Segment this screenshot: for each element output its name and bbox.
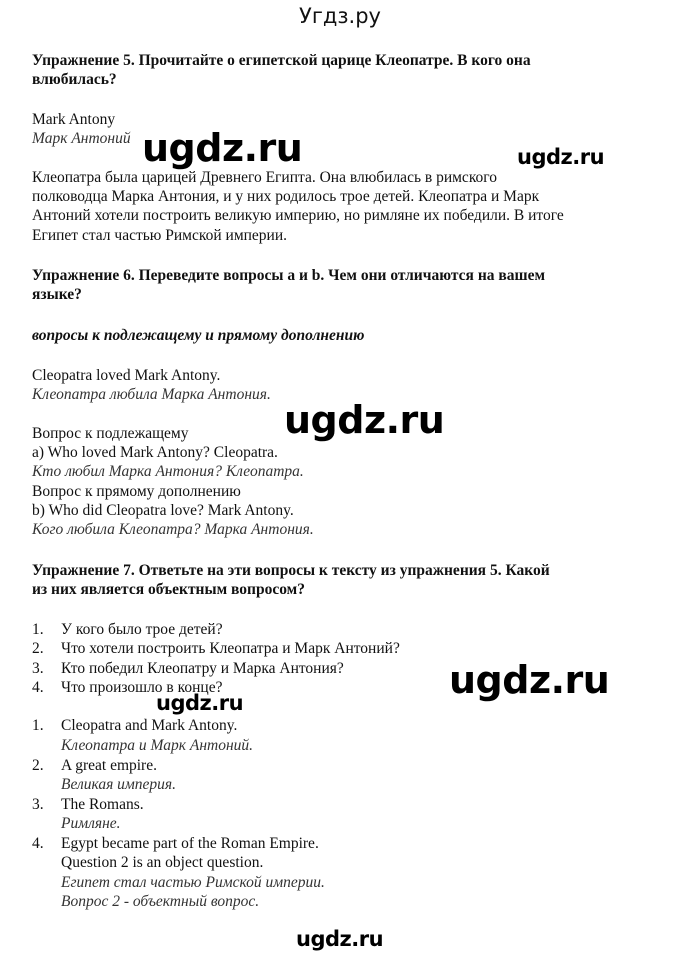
ex6-question-a-ru: Кто любил Марка Антония? Клеопатра. [32, 463, 304, 480]
ex5-text-line-4: Египет стал частью Римской империи. [32, 227, 288, 244]
answer-ru: Клеопатра и Марк Антоний. [61, 737, 254, 754]
question-text: Что произошло в конце? [61, 679, 223, 696]
answer-number: 4. [32, 835, 44, 852]
answer-ru: Великая империя. [61, 776, 177, 793]
question-number: 4. [32, 679, 44, 696]
ex5-text-line-2: полководца Марка Антония, и у них родилось трое детей. Клеопатра и Марк [32, 188, 540, 205]
watermark: ugdz.ru [517, 145, 605, 169]
answer-number: 2. [32, 757, 44, 774]
watermark: ugdz.ru [284, 398, 445, 442]
ex5-answer-en: Mark Antony [32, 111, 116, 128]
ex6-heading-line-2: языке? [32, 286, 82, 303]
question-number: 3. [32, 660, 44, 677]
watermark: ugdz.ru [156, 691, 244, 715]
ex6-question-b-en: b) Who did Cleopatra love? Mark Antony. [32, 502, 294, 519]
ex6-question-b-ru: Кого любила Клеопатра? Марка Антония. [32, 521, 314, 538]
ex6-subheading: вопросы к подлежащему и прямому дополнению [32, 327, 365, 344]
ex6-sentence-ru: Клеопатра любила Марка Антония. [32, 386, 271, 403]
answer-en: A great empire. [61, 757, 157, 774]
answer-number: 3. [32, 796, 44, 813]
question-text: Что хотели построить Клеопатра и Марк Антоний? [61, 640, 400, 657]
ex7-heading-line-1: Упражнение 7. Ответьте на эти вопросы к тексту из упражнения 5. Какой [32, 562, 550, 579]
site-title: Угдз.ру [299, 4, 381, 28]
answer-en: The Romans. [61, 796, 144, 813]
answer-number: 1. [32, 717, 44, 734]
ex6-heading-line-1: Упражнение 6. Переведите вопросы a и b. Чем они отличаются на вашем [32, 267, 546, 284]
ex5-heading-line-2: влюбилась? [32, 71, 117, 88]
ex5-answer-ru: Марк Антоний [32, 130, 131, 147]
answer-note-en: Question 2 is an object question. [61, 854, 264, 871]
question-text: У кого было трое детей? [61, 621, 223, 638]
ex6-subject-question-label: Вопрос к подлежащему [32, 425, 189, 442]
watermark: ugdz.ru [142, 126, 303, 170]
answer-en: Cleopatra and Mark Antony. [61, 717, 238, 734]
answer-en: Egypt became part of the Roman Empire. [61, 835, 319, 852]
question-text: Кто победил Клеопатру и Марка Антония? [61, 660, 344, 677]
ex7-heading-line-2: из них является объектным вопросом? [32, 581, 305, 598]
ex5-heading-line-1: Упражнение 5. Прочитайте о египетской царице Клеопатре. В кого она [32, 52, 531, 69]
question-number: 2. [32, 640, 44, 657]
answer-ru: Египет стал частью Римской империи. [61, 874, 325, 891]
ex6-question-a-en: a) Who loved Mark Antony? Cleopatra. [32, 444, 278, 461]
answer-ru: Римляне. [61, 815, 121, 832]
question-number: 1. [32, 621, 44, 638]
watermark-footer: ugdz.ru [296, 927, 384, 951]
answer-note-ru: Вопрос 2 - объектный вопрос. [61, 893, 260, 910]
ex5-text-line-1: Клеопатра была царицей Древнего Египта. Она влюбилась в римского [32, 169, 498, 186]
watermark: ugdz.ru [449, 658, 610, 702]
ex6-sentence-en: Cleopatra loved Mark Antony. [32, 367, 221, 384]
ex6-object-question-label: Вопрос к прямому дополнению [32, 483, 241, 500]
ex5-text-line-3: Антоний хотели построить великую империю, но римляне их победили. В итоге [32, 207, 564, 224]
